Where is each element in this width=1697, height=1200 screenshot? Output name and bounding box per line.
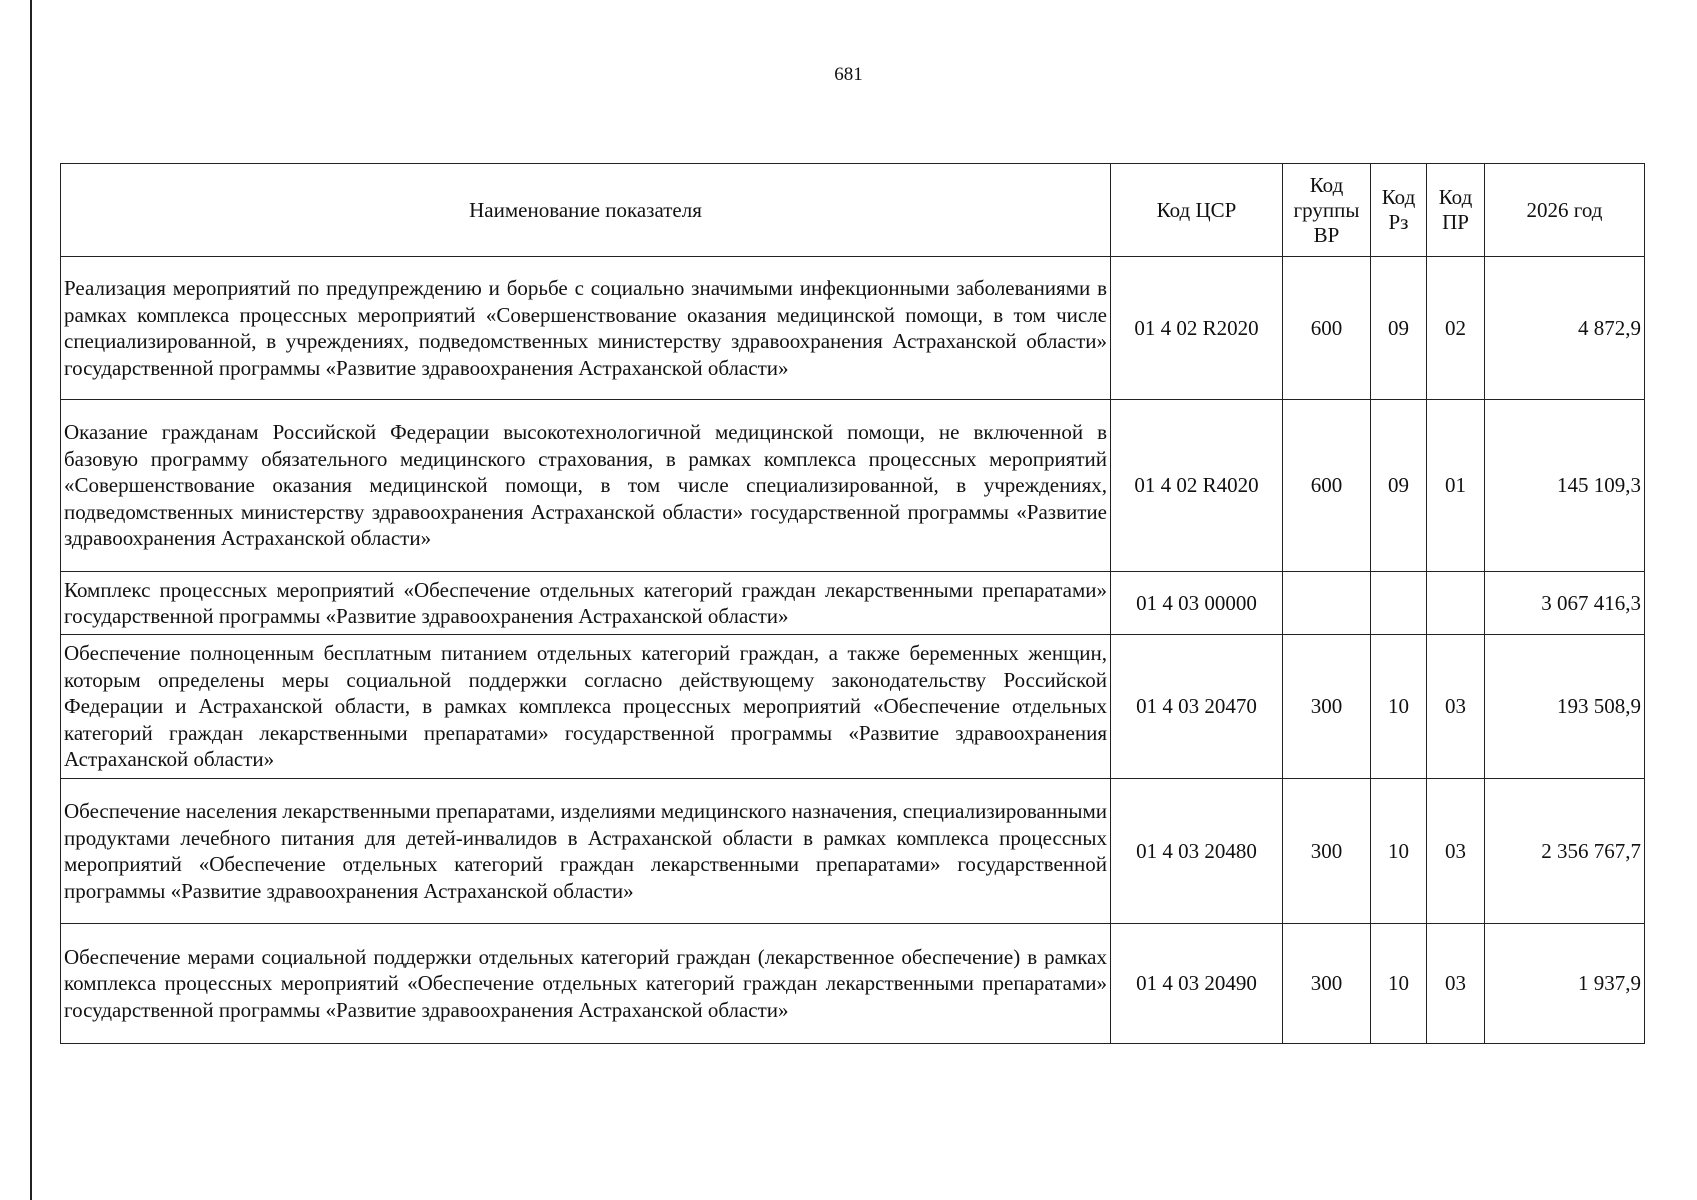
row-name: Обеспечение полноценным бесплатным питанием отдельных категорий граждан, а также беременных женщин, которым определены меры социальной поддержки согласно действующему законодательству Российской Федерации и Астраханской области, в рамках комплекса процессных мероприятий «Обеспечение отдельных категорий граждан лекарственными препаратами» государственной программы «Развитие здравоохранения Астраханской области»: [61, 635, 1111, 779]
header-rz: Код Рз: [1371, 164, 1427, 257]
row-vr: 600: [1283, 257, 1371, 400]
header-pr: Код ПР: [1427, 164, 1485, 257]
row-amount: 145 109,3: [1485, 400, 1645, 572]
table-row: [61, 779, 1645, 924]
row-rz: 09: [1371, 257, 1427, 400]
header-year: 2026 год: [1485, 164, 1645, 257]
header-name: Наименование показателя: [61, 164, 1111, 257]
row-vr: 300: [1283, 635, 1371, 779]
row-rz: 10: [1371, 635, 1427, 779]
row-csr: 01 4 03 20470: [1111, 635, 1283, 779]
table-row: [61, 257, 1645, 400]
budget-table: [60, 163, 1645, 1044]
row-vr: 300: [1283, 924, 1371, 1044]
row-rz: 10: [1371, 924, 1427, 1044]
row-pr: 03: [1427, 924, 1485, 1044]
row-csr: 01 4 03 20490: [1111, 924, 1283, 1044]
row-vr: [1283, 572, 1371, 635]
row-name: Обеспечение мерами социальной поддержки отдельных категорий граждан (лекарственное обеспечение) в рамках комплекса процессных мероприятий «Обеспечение отдельных категорий граждан лекарственными препаратами» государственной программы «Развитие здравоохранения Астраханской области»: [61, 924, 1111, 1044]
row-rz: 10: [1371, 779, 1427, 924]
row-pr: 03: [1427, 779, 1485, 924]
row-amount: 2 356 767,7: [1485, 779, 1645, 924]
row-name: Комплекс процессных мероприятий «Обеспечение отдельных категорий граждан лекарственными препаратами» государственной программы «Развитие здравоохранения Астраханской области»: [61, 572, 1111, 635]
header-vr: Код группы ВР: [1283, 164, 1371, 257]
row-name: Обеспечение населения лекарственными препаратами, изделиями медицинского назначения, специализированными продуктами лечебного питания для детей-инвалидов в Астраханской области в рамках комплекса процессных мероприятий «Обеспечение отдельных категорий граждан лекарственными препаратами» государственной программы «Развитие здравоохранения Астраханской области»: [61, 779, 1111, 924]
row-csr: 01 4 03 00000: [1111, 572, 1283, 635]
row-amount: 4 872,9: [1485, 257, 1645, 400]
row-amount: 1 937,9: [1485, 924, 1645, 1044]
table-row: [61, 635, 1645, 779]
row-pr: 03: [1427, 635, 1485, 779]
row-rz: [1371, 572, 1427, 635]
row-pr: [1427, 572, 1485, 635]
table-header-row: [61, 164, 1645, 257]
header-csr: Код ЦСР: [1111, 164, 1283, 257]
page-number: 681: [834, 64, 863, 85]
row-csr: 01 4 02 R2020: [1111, 257, 1283, 400]
row-csr: 01 4 02 R4020: [1111, 400, 1283, 572]
row-vr: 300: [1283, 779, 1371, 924]
row-vr: 600: [1283, 400, 1371, 572]
row-name: Оказание гражданам Российской Федерации высокотехнологичной медицинской помощи, не включенной в базовую программу обязательного медицинского страхования, в рамках комплекса процессных мероприятий «Совершенствование оказания медицинской помощи, в том числе специализированной, в учреждениях, подведомственных министерству здравоохранения Астраханской области» государственной программы «Развитие здравоохранения Астраханской области»: [61, 400, 1111, 572]
table-row: [61, 924, 1645, 1044]
row-csr: 01 4 03 20480: [1111, 779, 1283, 924]
row-rz: 09: [1371, 400, 1427, 572]
row-name: Реализация мероприятий по предупреждению и борьбе с социально значимыми инфекционными заболеваниями в рамках комплекса процессных мероприятий «Совершенствование оказания медицинской помощи, в том числе специализированной, в учреждениях, подведомственных министерству здравоохранения Астраханской области» государственной программы «Развитие здравоохранения Астраханской области»: [61, 257, 1111, 400]
table-row: [61, 400, 1645, 572]
row-pr: 01: [1427, 400, 1485, 572]
row-amount: 193 508,9: [1485, 635, 1645, 779]
left-margin-rule: [30, 0, 32, 1200]
table-row: [61, 572, 1645, 635]
row-amount: 3 067 416,3: [1485, 572, 1645, 635]
row-pr: 02: [1427, 257, 1485, 400]
